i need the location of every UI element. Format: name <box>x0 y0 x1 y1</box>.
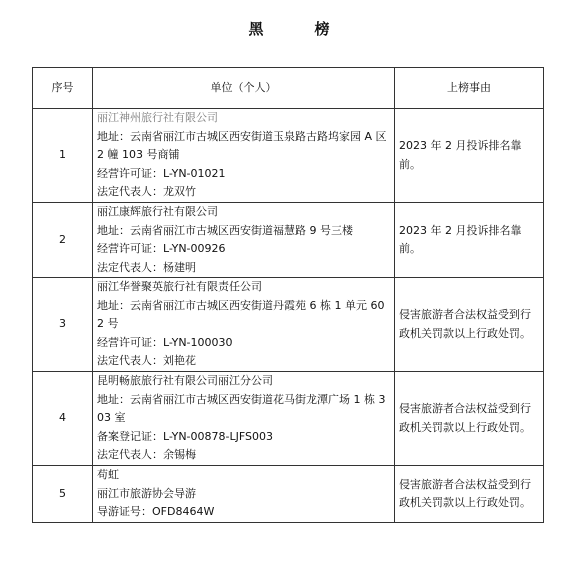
row-unit <box>93 203 395 278</box>
header-reason: 上榜事由 <box>395 68 544 109</box>
unit-license: 备案登记证：L-YN-00878-LJFS003 <box>97 429 273 443</box>
row-seq: 4 <box>33 372 93 466</box>
row-unit <box>93 372 395 466</box>
unit-license: 经营许可证：L-YN-100030 <box>97 335 233 349</box>
row-unit <box>93 278 395 372</box>
unit-representative: 法定代表人：刘艳花 <box>97 354 196 368</box>
unit-representative: 法定代表人：龙双竹 <box>97 185 196 199</box>
row-reason: 侵害旅游者合法权益受到行政机关罚款以上行政处罚。 <box>395 278 544 372</box>
unit-name: 丽江神州旅行社有限公司 <box>97 111 218 125</box>
unit-address: 地址：云南省丽江市古城区西安街道玉泉路古路坞家园 A 区 2 幢 103 号商铺 <box>97 129 387 162</box>
unit-license: 经营许可证：L-YN-01021 <box>97 166 226 180</box>
unit-representative: 法定代表人：杨建明 <box>97 260 196 274</box>
row-reason: 2023 年 2 月投诉排名靠前。 <box>395 203 544 278</box>
row-unit <box>93 109 395 203</box>
unit-name: 丽江华誉聚英旅行社有限责任公司 <box>97 280 262 294</box>
page-title: 黑 榜 <box>248 20 348 38</box>
table-header-row <box>33 68 544 109</box>
unit-address: 地址：云南省丽江市古城区西安街道福慧路 9 号三楼 <box>97 223 353 237</box>
header-seq: 序号 <box>33 68 93 109</box>
table-row <box>33 109 544 203</box>
unit-name: 丽江康辉旅行社有限公司 <box>97 205 218 218</box>
unit-representative: 法定代表人：余锡梅 <box>97 448 196 462</box>
header-unit: 单位（个人） <box>93 68 395 109</box>
row-seq: 1 <box>33 109 93 203</box>
row-seq: 2 <box>33 203 93 278</box>
row-reason: 2023 年 2 月投诉排名靠前。 <box>395 109 544 203</box>
table-row <box>33 278 544 372</box>
unit-address: 地址：云南省丽江市古城区西安街道丹霞苑 6 栋 1 单元 602 号 <box>97 298 385 331</box>
unit-license: 经营许可证：L-YN-00926 <box>97 242 226 255</box>
blacklist-table <box>32 67 544 523</box>
unit-name: 昆明畅旅旅行社有限公司丽江分公司 <box>97 374 273 388</box>
row-unit <box>93 466 395 523</box>
unit-address: 地址：云南省丽江市古城区西安街道花马街龙潭广场 1 栋 303 室 <box>97 392 386 425</box>
row-reason: 侵害旅游者合法权益受到行政机关罚款以上行政处罚。 <box>395 466 544 523</box>
table-row <box>33 466 544 523</box>
row-seq: 5 <box>33 466 93 523</box>
guide-name: 苟虹 <box>97 468 119 482</box>
guide-affiliation: 丽江市旅游协会导游 <box>97 486 196 500</box>
row-seq: 3 <box>33 278 93 372</box>
guide-license: 导游证号：OFD8464W <box>97 505 215 519</box>
table-row <box>33 203 544 278</box>
row-reason: 侵害旅游者合法权益受到行政机关罚款以上行政处罚。 <box>395 372 544 466</box>
table-row <box>33 372 544 466</box>
